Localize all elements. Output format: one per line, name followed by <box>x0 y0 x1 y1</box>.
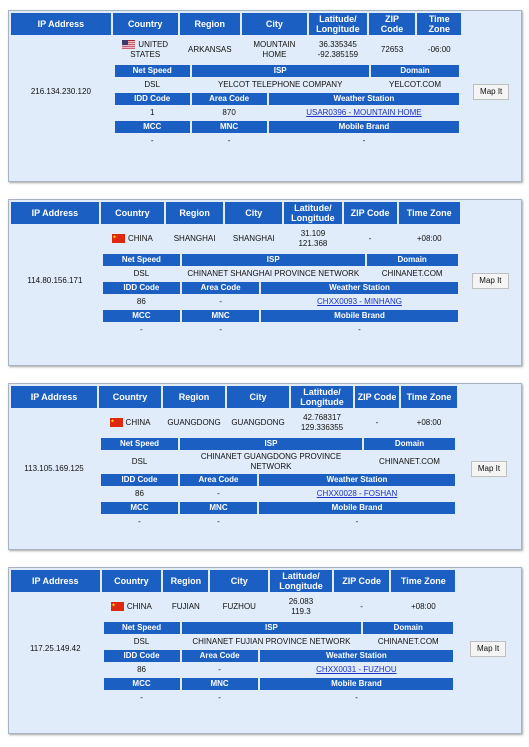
detail-row <box>113 65 462 77</box>
header-latitude-longitude: Latitude/ Longitude <box>270 570 332 592</box>
header-idd-code: IDD Code <box>101 474 178 486</box>
country-value: CHINA <box>101 226 164 252</box>
header-spacer <box>457 570 519 592</box>
header-mobile-brand: Mobile Brand <box>260 678 454 690</box>
header-area-code: Area Code <box>192 93 267 105</box>
header-mnc: MNC <box>192 121 267 133</box>
idd-code-value: 86 <box>136 297 146 306</box>
detail-row <box>113 79 462 91</box>
header-spacer <box>463 13 519 35</box>
header-isp: ISP <box>182 622 362 634</box>
ip-address-value: 114.80.156.171 <box>27 276 83 285</box>
detail-row <box>99 502 457 514</box>
header-zip-code: ZIP Code <box>369 13 415 35</box>
header-idd-code: IDD Code <box>104 650 180 662</box>
header-isp: ISP <box>192 65 369 77</box>
mcc-value: - <box>138 517 141 526</box>
net-speed-value: DSL <box>133 269 150 278</box>
country-value: CHINA <box>102 594 162 620</box>
map-it-button[interactable]: Map It <box>472 273 508 289</box>
domain-value: CHINANET.COM <box>381 269 443 278</box>
header-mcc: MCC <box>115 121 190 133</box>
detail-table <box>101 296 460 308</box>
header-time-zone: Time Zone <box>401 386 457 408</box>
detail-table <box>99 516 457 528</box>
weather-station-link[interactable]: USAR0396 - MOUNTAIN HOME <box>306 108 422 117</box>
header-mcc: MCC <box>103 310 180 322</box>
detail-row <box>99 452 457 472</box>
header-domain: Domain <box>364 438 455 450</box>
header-idd-code: IDD Code <box>103 282 180 294</box>
detail-row <box>113 107 462 119</box>
header-latitude-longitude: Latitude/ Longitude <box>284 202 341 224</box>
header-city: City <box>210 570 268 592</box>
ip-result-card <box>8 567 522 734</box>
mnc-value: - <box>217 517 220 526</box>
header-net-speed: Net Speed <box>104 622 180 634</box>
detail-table <box>102 678 456 690</box>
header-country: Country <box>99 386 161 408</box>
ip-result-card <box>8 199 522 366</box>
mnc-value: - <box>218 693 221 702</box>
detail-table <box>99 438 457 450</box>
latitude-longitude-value: 31.109 121.368 <box>298 229 328 248</box>
header-mnc: MNC <box>182 678 258 690</box>
detail-row <box>99 438 457 450</box>
header-country: Country <box>113 13 178 35</box>
header-time-zone: Time Zone <box>391 570 455 592</box>
latitude-longitude-value: 36.335345 -92.385159 <box>317 40 359 59</box>
area-code-value: - <box>217 489 220 498</box>
isp-value: CHINANET GUANGDONG PROVINCE NETWORK <box>200 452 342 471</box>
header-mcc: MCC <box>104 678 180 690</box>
detail-row <box>99 474 457 486</box>
ip-result-card <box>8 10 522 182</box>
header-ip-address: IP Address <box>11 13 111 35</box>
weather-station-link[interactable]: CHXX0093 - MINHANG <box>317 297 402 306</box>
city-value: FUZHOU <box>222 602 256 611</box>
header-net-speed: Net Speed <box>101 438 178 450</box>
header-ip-address: IP Address <box>11 570 100 592</box>
idd-code-value: 86 <box>135 489 144 498</box>
net-speed-value: DSL <box>131 457 148 466</box>
detail-row <box>102 622 456 634</box>
cn-flag-icon <box>111 602 124 611</box>
header-weather-station: Weather Station <box>269 93 460 105</box>
header-mnc: MNC <box>180 502 257 514</box>
idd-code-value: 86 <box>137 665 146 674</box>
header-zip-code: ZIP Code <box>334 570 390 592</box>
zip-code-value: - <box>360 602 363 611</box>
map-it-button[interactable]: Map It <box>470 641 506 657</box>
detail-row <box>99 488 457 500</box>
header-isp: ISP <box>182 254 365 266</box>
header-country: Country <box>102 570 162 592</box>
area-code-value: 870 <box>222 108 236 117</box>
detail-table <box>102 692 456 704</box>
header-domain: Domain <box>371 65 460 77</box>
cn-flag-icon <box>110 418 123 427</box>
city-value: MOUNTAIN HOME <box>253 40 296 59</box>
detail-table <box>99 452 457 472</box>
header-idd-code: IDD Code <box>115 93 190 105</box>
header-weather-station: Weather Station <box>259 474 455 486</box>
detail-row <box>102 692 456 704</box>
region-value: SHANGHAI <box>173 234 216 243</box>
header-area-code: Area Code <box>180 474 257 486</box>
time-zone-value: +08:00 <box>416 418 442 427</box>
header-mnc: MNC <box>182 310 259 322</box>
map-cell <box>457 594 519 704</box>
ip-result-table <box>9 384 521 530</box>
mobile-brand-value: - <box>355 517 359 526</box>
detail-table <box>101 268 460 280</box>
detail-row <box>99 516 457 528</box>
header-city: City <box>225 202 282 224</box>
header-spacer <box>462 202 519 224</box>
domain-value: CHINANET.COM <box>379 457 440 466</box>
detail-table <box>113 107 462 119</box>
city-value: GUANGDONG <box>231 418 285 427</box>
ip-result-table <box>9 568 521 706</box>
detail-table <box>102 664 456 676</box>
mcc-value: - <box>150 136 154 145</box>
domain-value: YELCOT.COM <box>389 80 442 89</box>
header-latitude-longitude: Latitude/ Longitude <box>309 13 367 35</box>
detail-table <box>99 502 457 514</box>
net-speed-value: DSL <box>133 637 150 646</box>
header-net-speed: Net Speed <box>103 254 180 266</box>
detail-table <box>113 65 462 77</box>
city-value: SHANGHAI <box>232 234 275 243</box>
region-value: FUJIAN <box>171 602 200 611</box>
header-weather-station: Weather Station <box>261 282 458 294</box>
detail-row <box>113 135 462 147</box>
header-region: Region <box>163 386 225 408</box>
header-area-code: Area Code <box>182 282 259 294</box>
detail-row <box>101 254 460 266</box>
header-city: City <box>242 13 307 35</box>
detail-table <box>113 93 462 105</box>
detail-table <box>101 310 460 322</box>
ip-result-table <box>9 11 521 149</box>
header-area-code: Area Code <box>182 650 258 662</box>
mobile-brand-value: - <box>355 693 358 702</box>
ip-address-value: 113.105.169.125 <box>24 464 84 473</box>
zip-code-value: - <box>368 234 372 243</box>
ip-address-value: 216.134.230.120 <box>30 87 91 96</box>
zip-code-value: 72653 <box>380 45 404 54</box>
header-region: Region <box>163 570 208 592</box>
header-ip-address: IP Address <box>11 202 99 224</box>
area-code-value: - <box>219 297 222 306</box>
time-zone-value: +08:00 <box>410 602 436 611</box>
header-region: Region <box>166 202 223 224</box>
header-weather-station: Weather Station <box>260 650 454 662</box>
weather-station-value[interactable] <box>259 488 455 500</box>
header-isp: ISP <box>180 438 362 450</box>
weather-station-value[interactable] <box>261 296 458 308</box>
detail-table <box>99 488 457 500</box>
detail-table <box>113 135 462 147</box>
header-domain: Domain <box>363 622 453 634</box>
header-country: Country <box>101 202 164 224</box>
map-it-button[interactable]: Map It <box>473 84 509 100</box>
header-ip-address: IP Address <box>11 386 97 408</box>
detail-table <box>99 474 457 486</box>
mcc-value: - <box>140 693 143 702</box>
mobile-brand-value: - <box>362 136 366 145</box>
isp-value: CHINANET SHANGHAI PROVINCE NETWORK <box>187 269 360 278</box>
header-zip-code: ZIP Code <box>344 202 397 224</box>
mnc-value: - <box>227 136 231 145</box>
latitude-longitude-value: 42.768317 129.336355 <box>300 413 344 432</box>
cn-flag-icon <box>112 234 125 243</box>
time-zone-value: -06:00 <box>427 45 451 54</box>
detail-row <box>102 664 456 676</box>
map-it-button[interactable]: Map It <box>471 461 507 477</box>
detail-table <box>113 79 462 91</box>
domain-value: CHINANET.COM <box>377 637 439 646</box>
country-value: UNITED STATES <box>113 37 178 63</box>
detail-row <box>113 93 462 105</box>
detail-table <box>102 650 456 662</box>
map-cell <box>459 410 519 528</box>
detail-row <box>113 121 462 133</box>
region-value: ARKANSAS <box>188 45 232 54</box>
isp-value: CHINANET FUJIAN PROVINCE NETWORK <box>192 637 351 646</box>
detail-table <box>101 282 460 294</box>
weather-station-value[interactable] <box>260 664 454 676</box>
header-latitude-longitude: Latitude/ Longitude <box>291 386 353 408</box>
detail-row <box>101 324 460 336</box>
detail-row <box>102 678 456 690</box>
detail-row <box>102 650 456 662</box>
ip-result-table <box>9 200 521 338</box>
header-mobile-brand: Mobile Brand <box>269 121 460 133</box>
header-net-speed: Net Speed <box>115 65 190 77</box>
time-zone-value: +08:00 <box>416 234 442 243</box>
us-flag-icon <box>122 40 135 49</box>
area-code-value: - <box>218 665 221 674</box>
detail-table <box>113 121 462 133</box>
detail-table <box>101 324 460 336</box>
isp-value: YELCOT TELEPHONE COMPANY <box>217 80 343 89</box>
idd-code-value: 1 <box>149 108 155 117</box>
header-mcc: MCC <box>101 502 178 514</box>
header-spacer <box>459 386 519 408</box>
country-value: CHINA <box>99 410 161 436</box>
mobile-brand-value: - <box>358 325 361 334</box>
header-region: Region <box>180 13 240 35</box>
detail-row <box>101 282 460 294</box>
detail-row <box>102 636 456 648</box>
map-cell <box>462 226 519 336</box>
weather-station-value[interactable] <box>269 107 460 119</box>
detail-row <box>101 296 460 308</box>
weather-station-link[interactable]: CHXX0031 - FUZHOU <box>316 665 397 674</box>
region-value: GUANGDONG <box>167 418 221 427</box>
header-time-zone: Time Zone <box>399 202 460 224</box>
detail-table <box>102 636 456 648</box>
mcc-value: - <box>140 325 143 334</box>
detail-row <box>101 268 460 280</box>
weather-station-link[interactable]: CHXX0028 - FOSHAN <box>316 489 398 498</box>
header-mobile-brand: Mobile Brand <box>261 310 458 322</box>
header-domain: Domain <box>367 254 458 266</box>
mnc-value: - <box>219 325 222 334</box>
latitude-longitude-value: 26.083 119.3 <box>288 597 314 616</box>
net-speed-value: DSL <box>144 80 160 89</box>
header-mobile-brand: Mobile Brand <box>259 502 455 514</box>
ip-result-card <box>8 383 522 550</box>
map-cell <box>463 37 519 147</box>
detail-row <box>101 310 460 322</box>
detail-table <box>102 622 456 634</box>
zip-code-value: - <box>375 418 379 427</box>
header-zip-code: ZIP Code <box>355 386 399 408</box>
header-time-zone: Time Zone <box>417 13 461 35</box>
detail-table <box>101 254 460 266</box>
ip-address-value: 117.25.149.42 <box>29 644 81 653</box>
header-city: City <box>227 386 289 408</box>
